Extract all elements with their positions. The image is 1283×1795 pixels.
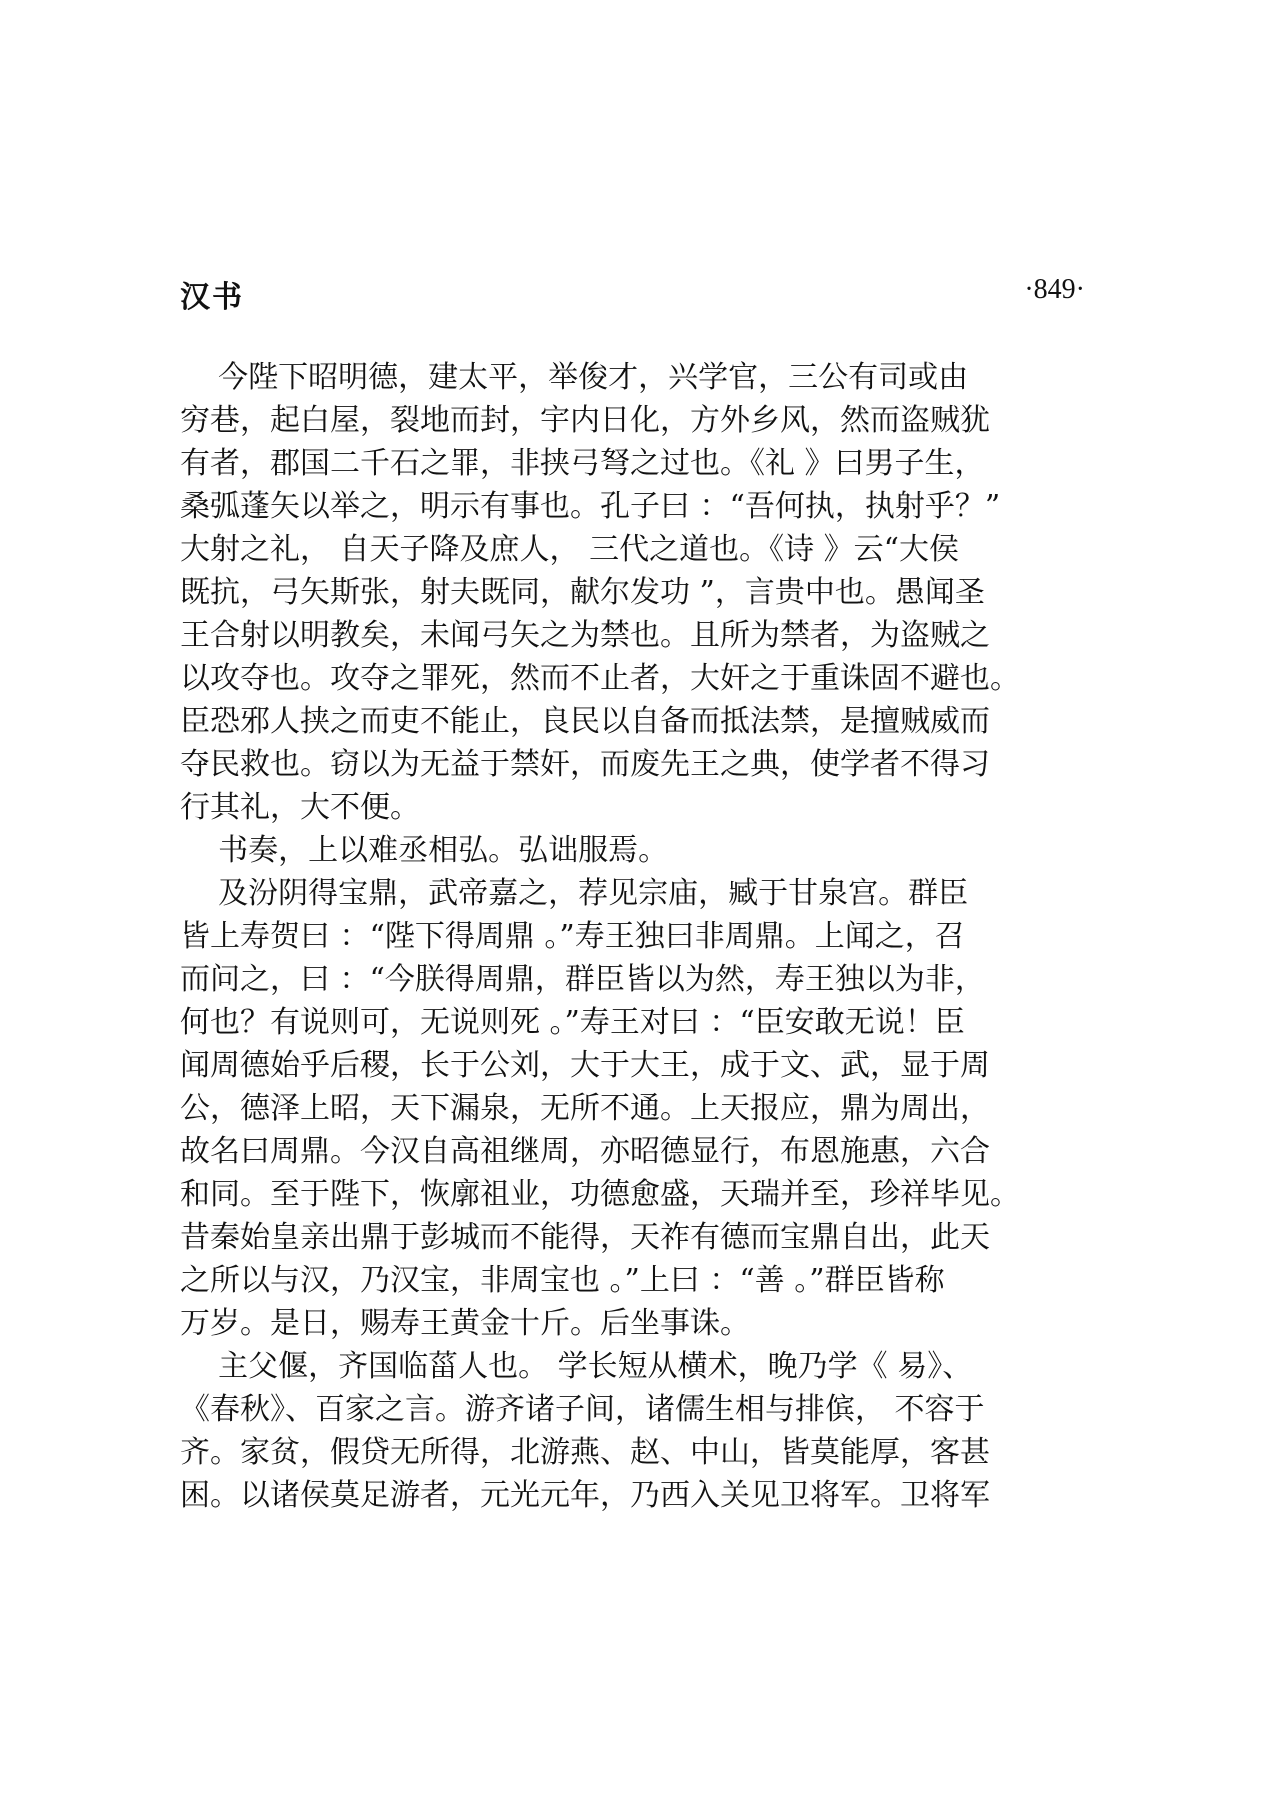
text-line: 书奏，上以难丞相弘。弘诎服焉。 (180, 833, 669, 868)
text-line: 以攻夺也。攻夺之罪死，然而不止者，大奸之于重诛固不避也。 (180, 661, 1020, 696)
text-line: 穷巷，起白屋，裂地而封，宇内日化，方外乡风，然而盗贼犹 (180, 403, 990, 438)
text-line: 皆上寿贺曰 ：“陛下得周鼎 。”寿王独曰非周鼎。上闻之，召 (180, 919, 965, 954)
text-line: 臣恐邪人挟之而吏不能止，良民以自备而抵法禁，是擅贼威而 (180, 704, 990, 739)
text-line: 万岁。是日，赐寿王黄金十斤。后坐事诛。 (180, 1306, 750, 1341)
text-line: 公，德泽上昭，天下漏泉，无所不通。上天报应，鼎为周出， (180, 1091, 990, 1126)
book-title: 汉书 (180, 280, 244, 315)
text-line: 何也？有说则可，无说则死 。”寿王对曰 ：“臣安敢无说！臣 (180, 1005, 965, 1040)
text-line: 齐。家贫，假贷无所得，北游燕、赵、中山，皆莫能厚，客甚 (180, 1435, 990, 1470)
text-line: 既抗，弓矢斯张，射夫既同，献尔发功 ”，言贵中也。愚闻圣 (180, 575, 985, 610)
body-text (180, 356, 1085, 1517)
text-line: 困。以诸侯莫足游者，元光元年，乃西入关见卫将军。卫将军 (180, 1478, 990, 1513)
text-line: 而问之，曰 ：“今朕得周鼎，群臣皆以为然，寿王独以为非， (180, 962, 985, 997)
text-line: 《春秋》、百家之言。游齐诸子间，诸儒生相与排傧， 不容于 (180, 1392, 985, 1427)
text-line: 桑弧蓬矢以举之，明示有事也。孔子曰 ：“吾何执，执射乎？” (180, 489, 1001, 524)
text-line: 和同。至于陛下，恢廓祖业，功德愈盛，天瑞并至，珍祥毕见。 (180, 1177, 1020, 1212)
text-line: 及汾阴得宝鼎，武帝嘉之，荐见宗庙，臧于甘泉宫。群臣 (180, 876, 969, 911)
text-line: 有者，郡国二千石之罪，非挟弓弩之过也。《礼 》曰男子生， (180, 446, 985, 481)
text-line: 闻周德始乎后稷，长于公刘，大于大王，成于文、武，显于周 (180, 1048, 990, 1083)
text-line: 故名曰周鼎。今汉自高祖继周，亦昭德显行，布恩施惠，六合 (180, 1134, 990, 1169)
text-line: 主父偃，齐国临菑人也。 学长短从横术，晚乃学《 易》、 (180, 1349, 973, 1384)
text-line: 之所以与汉，乃汉宝，非周宝也 。”上曰 ：“善 。”群臣皆称 (180, 1263, 945, 1298)
text-line: 大射之礼， 自天子降及庶人， 三代之道也。《诗 》云“大侯 (180, 532, 959, 567)
text-line: 今陛下昭明德，建太平，举俊才，兴学官，三公有司或由 (180, 360, 969, 395)
text-line: 夺民救也。窃以为无益于禁奸，而废先王之典，使学者不得习 (180, 747, 990, 782)
text-line: 王合射以明教矣，未闻弓矢之为禁也。且所为禁者，为盗贼之 (180, 618, 990, 653)
text-line: 行其礼，大不便。 (180, 790, 420, 825)
page-header (180, 272, 1085, 315)
page-number: ·849· (1024, 274, 1085, 305)
text-line: 昔秦始皇亲出鼎于彭城而不能得，天祚有德而宝鼎自出，此天 (180, 1220, 990, 1255)
